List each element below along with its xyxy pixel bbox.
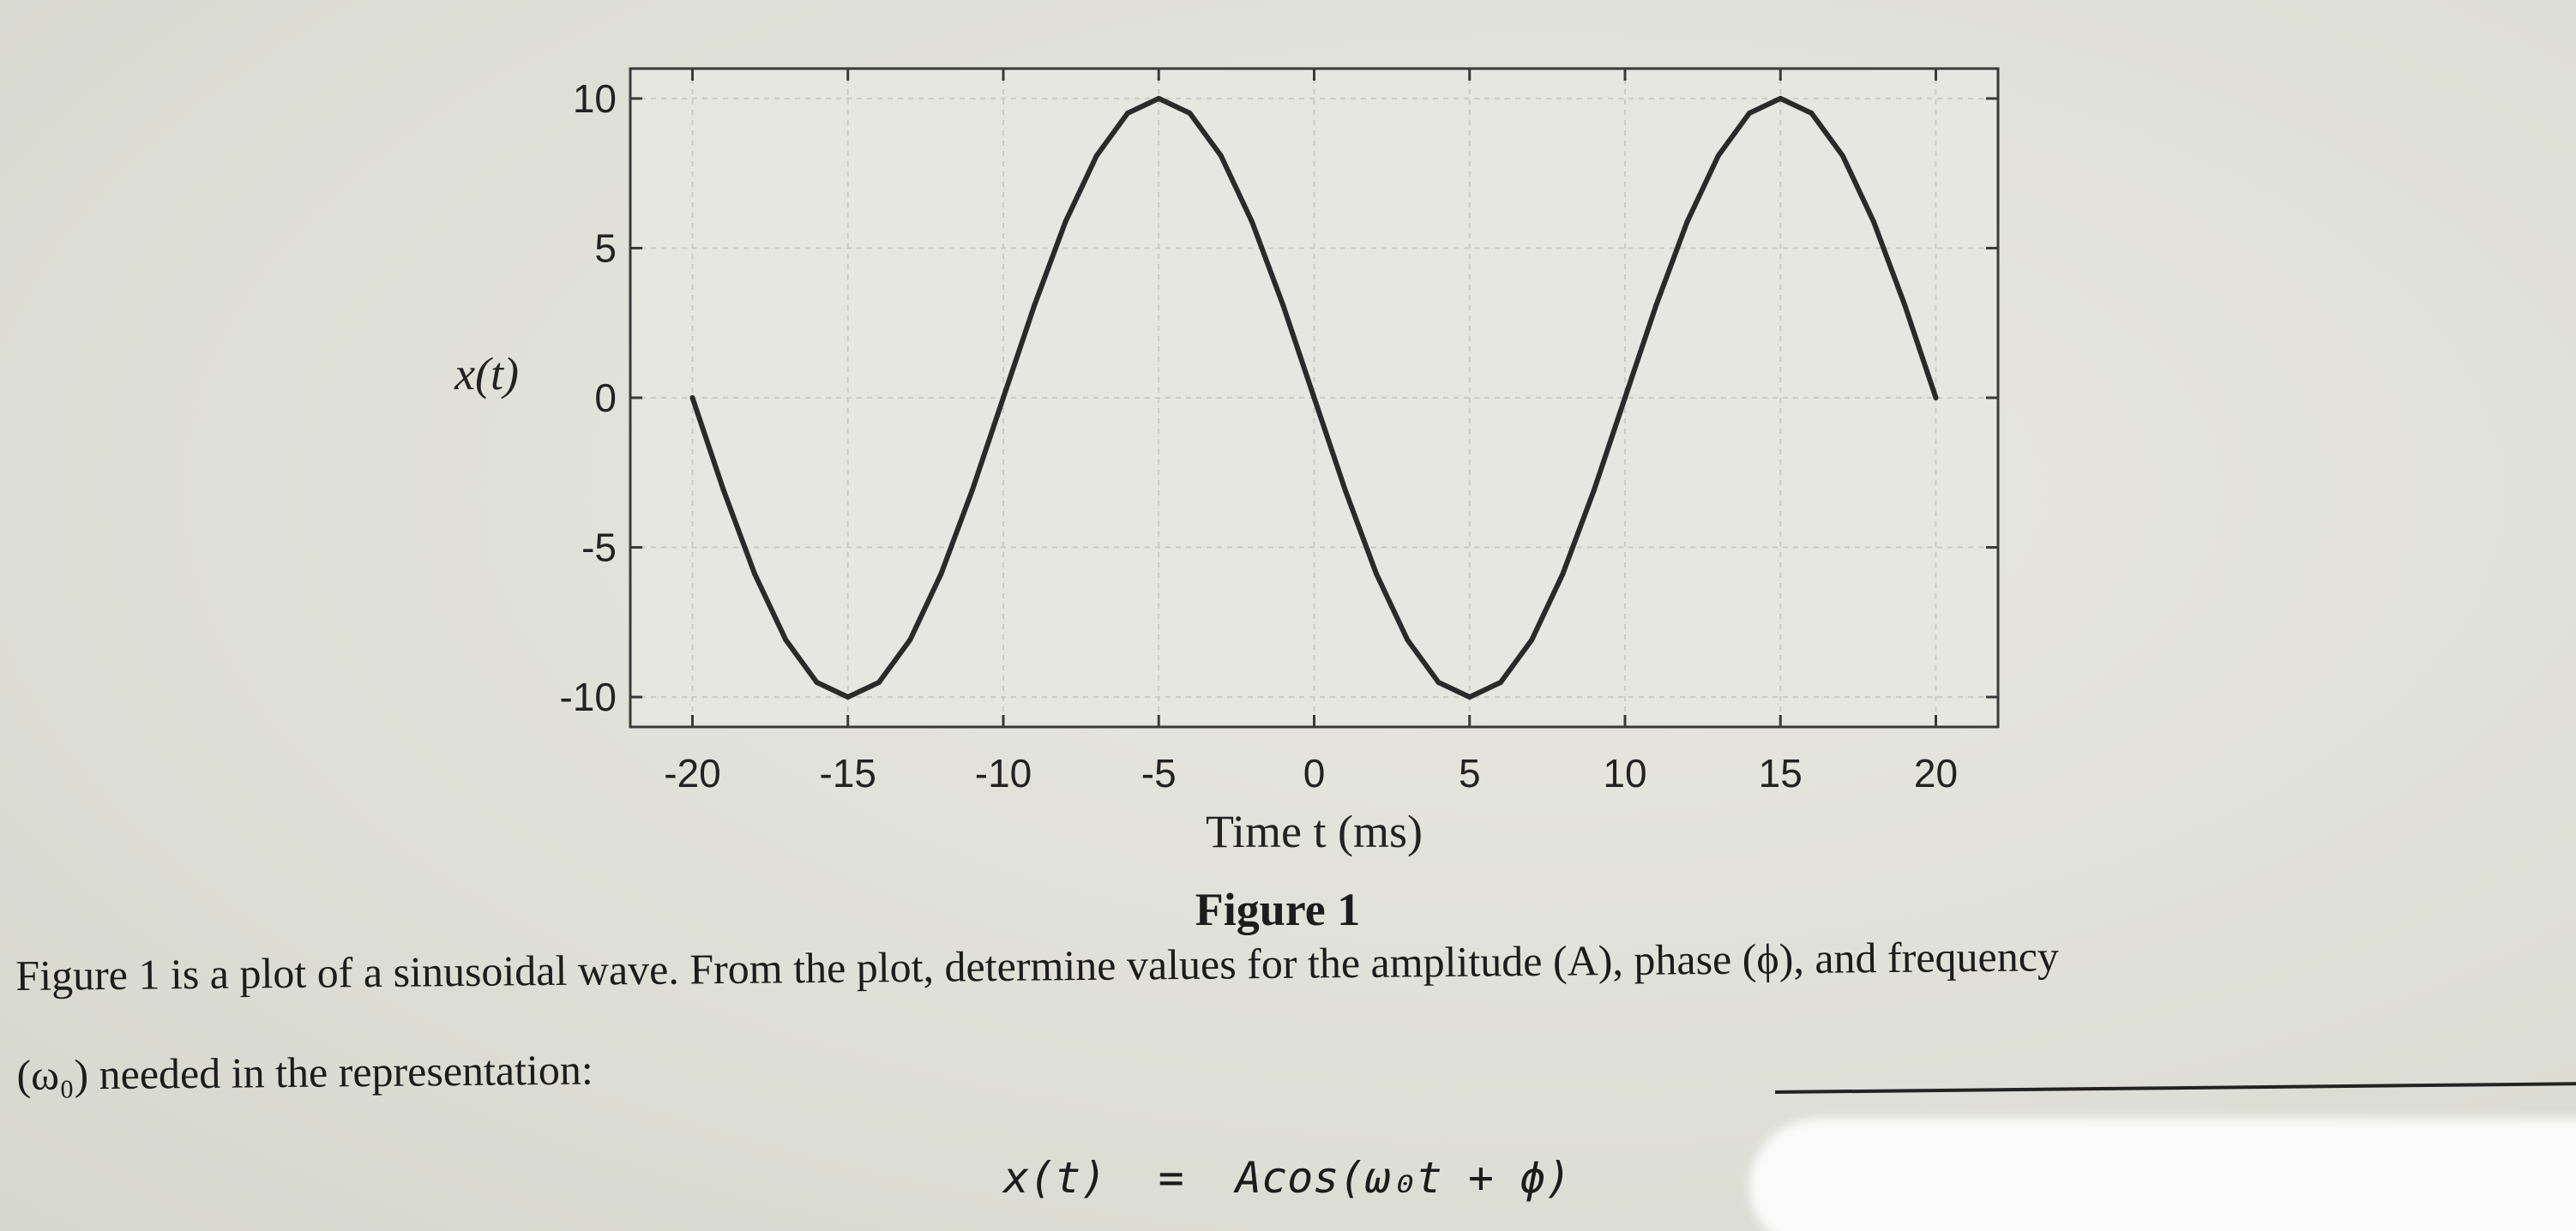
data-point-0-25 — [1467, 694, 1472, 700]
x-tick-label-7: 15 — [1758, 751, 1803, 796]
data-point-0-14 — [1125, 111, 1130, 116]
data-point-0-4 — [815, 680, 820, 685]
data-point-0-29 — [1592, 488, 1597, 493]
y-tick-label-0: -10 — [559, 675, 617, 720]
x-tick-label-5: 5 — [1458, 751, 1481, 796]
data-point-0-2 — [752, 571, 757, 576]
data-point-0-12 — [1063, 219, 1068, 225]
data-point-0-26 — [1498, 680, 1503, 685]
data-point-0-16 — [1188, 111, 1193, 116]
data-point-0-0 — [690, 395, 695, 400]
x-tick-label-6: 10 — [1603, 751, 1647, 796]
data-point-0-8 — [939, 571, 944, 576]
y-tick-label-1: -5 — [581, 525, 617, 570]
problem-line-1: Figure 1 is a plot of a sinusoidal wave. From the plot, determine values for the amplitude (A), phase (ϕ), and frequency — [15, 932, 2060, 1000]
data-point-0-24 — [1436, 680, 1441, 685]
data-point-0-28 — [1561, 571, 1566, 576]
data-point-0-10 — [1001, 395, 1006, 400]
data-point-0-11 — [1032, 303, 1037, 308]
data-point-0-15 — [1156, 96, 1161, 101]
y-axis-label: x(t) — [454, 348, 519, 399]
data-point-0-7 — [907, 637, 912, 642]
data-point-0-3 — [783, 637, 788, 642]
data-point-0-13 — [1094, 153, 1099, 159]
data-point-0-27 — [1529, 637, 1534, 642]
data-point-0-40 — [1934, 395, 1939, 400]
data-point-0-35 — [1778, 96, 1783, 101]
data-point-0-5 — [846, 694, 851, 700]
x-axis-label: Time t (ms) — [1205, 806, 1423, 857]
data-point-0-36 — [1809, 111, 1815, 116]
data-point-0-21 — [1343, 488, 1348, 493]
y-tick-label-2: 0 — [594, 375, 617, 420]
formula: x(t) = Acos(ω₀t + ϕ) — [1003, 1153, 1572, 1203]
figure-label: Figure 1 — [1195, 884, 1361, 935]
x-tick-label-2: -10 — [974, 751, 1032, 796]
data-point-0-9 — [970, 488, 975, 493]
data-point-0-1 — [721, 488, 726, 493]
data-point-0-6 — [876, 680, 882, 685]
data-point-0-38 — [1871, 219, 1876, 225]
data-point-0-31 — [1653, 303, 1658, 308]
data-point-0-30 — [1622, 395, 1628, 400]
data-point-0-18 — [1249, 219, 1255, 225]
problem-statement — [15, 919, 2521, 1108]
x-tick-label-0: -20 — [664, 751, 721, 796]
y-tick-label-3: 5 — [594, 225, 617, 271]
data-point-0-23 — [1405, 637, 1410, 642]
data-point-0-22 — [1374, 571, 1379, 576]
x-tick-label-1: -15 — [819, 751, 876, 796]
redacted-area — [1749, 1119, 2576, 1231]
y-tick-label-4: 10 — [572, 75, 617, 121]
data-point-0-20 — [1312, 395, 1317, 400]
data-point-0-39 — [1902, 303, 1907, 308]
data-point-0-33 — [1716, 153, 1721, 159]
x-tick-label-4: 0 — [1303, 751, 1326, 796]
problem-line-2: (ω₀) needed in the representation: — [16, 1045, 594, 1099]
data-point-0-32 — [1685, 219, 1690, 225]
data-point-0-19 — [1280, 303, 1285, 308]
data-point-0-17 — [1219, 153, 1224, 159]
data-point-0-37 — [1840, 153, 1845, 159]
data-point-0-34 — [1747, 111, 1752, 116]
x-tick-label-3: -5 — [1141, 751, 1177, 796]
x-tick-label-8: 20 — [1913, 751, 1959, 796]
